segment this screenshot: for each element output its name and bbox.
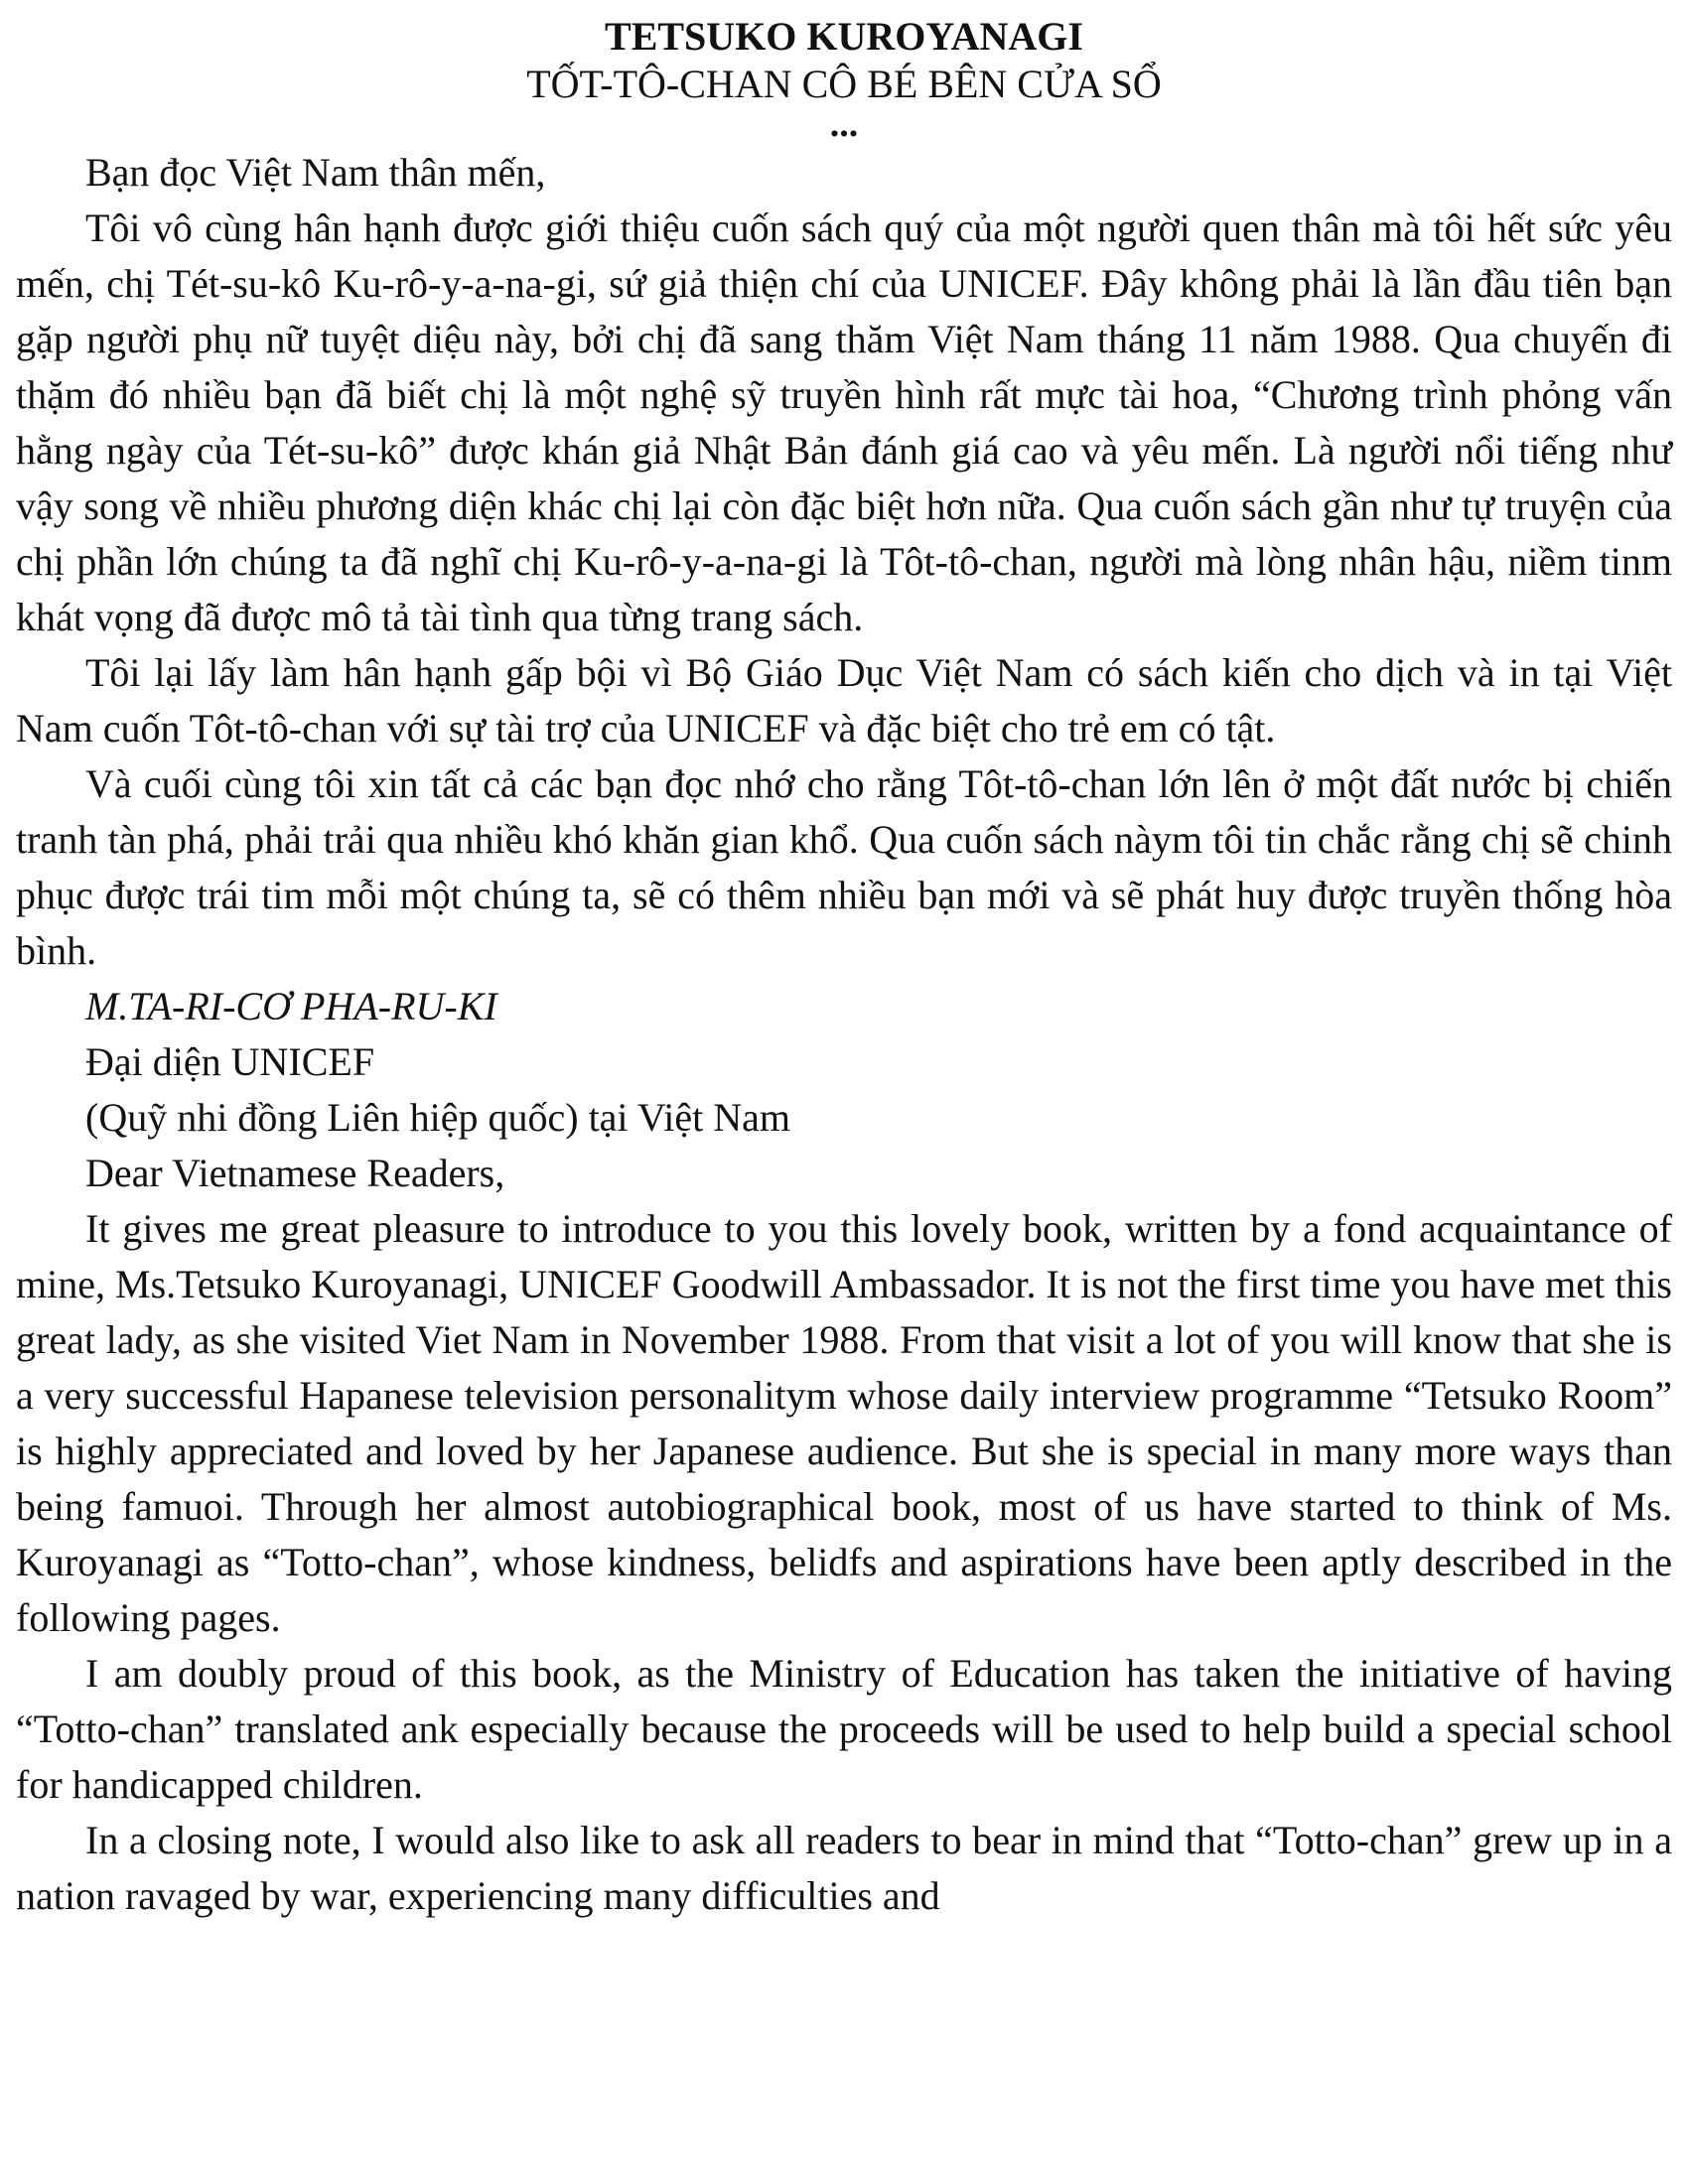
vietnamese-paragraph-2: Tôi lại lấy làm hân hạnh gấp bội vì Bộ Giáo Dục Việt Nam có sách kiến cho dịch và in tại Việt Nam cuốn Tôt-tô-chan với sự tài trợ của UNICEF và đặc biệt cho trẻ em có tật. <box>16 650 1672 751</box>
vietnamese-salutation: Bạn đọc Việt Nam thân mến, <box>85 150 546 195</box>
signature-role: Đại diện UNICEF <box>85 1039 375 1084</box>
english-paragraph-2: I am doubly proud of this book, as the Ministry of Education has taken the initiative of having “Totto-chan” translated ank especially because the proceeds will be used to help build a special school for handicapped children. <box>16 1651 1672 1807</box>
book-title: TỐT-TÔ-CHAN CÔ BÉ BÊN CỬA SỔ <box>526 62 1162 106</box>
author-heading: TETSUKO KUROYANAGI <box>605 14 1083 59</box>
vietnamese-paragraph-1: Tôi vô cùng hân hạnh được giới thiệu cuốn sách quý của một người quen thân mà tôi hết sức yêu mến, chị Tét-su-kô Ku-rô-y-a-na-gi, sứ giả thiện chí của UNICEF. Đây không phải là lần đầu tiên bạn gặp người phụ nữ tuyệt diệu này, bởi chị đã sang thăm Việt Nam tháng 11 năm 1988. Qua chuyến đi thặm đó nhiều bạn đã biết chị là một nghệ sỹ truyền hình rất mực tài hoa, “Chương trình phỏng vấn hằng ngày của Tét-su-kô” được khán giả Nhật Bản đánh giá cao và yêu mến. Là người nổi tiếng như vậy song về nhiều phương diện khác chị lại còn đặc biệt hơn nữa. Qua cuốn sách gần như tự truyện của chị phần lớn chúng ta đã nghĩ chị Ku-rô-y-a-na-gi là Tôt-tô-chan, người mà lòng nhân hậu, niềm tinm khát vọng đã được mô tả tài tình qua từng trang sách. <box>16 205 1672 639</box>
english-salutation: Dear Vietnamese Readers, <box>85 1151 505 1195</box>
document-page <box>16 14 1672 1924</box>
vietnamese-letter <box>16 145 1672 1146</box>
english-paragraph-1: It gives me great pleasure to introduce to you this lovely book, written by a fond acquaintance of mine, Ms.Tetsuko Kuroyanagi, UNICEF Goodwill Ambassador. It is not the first time you have met this great lady, as she visited Viet Nam in November 1988. From that visit a lot of you will know that she is a very successful Hapanese television personalitym whose daily interview programme “Tetsuko Room” is highly appreciated and loved by her Japanese audience. But she is special in many more ways than being famuoi. Through her almost autobiographical book, most of us have started to think of Ms. Kuroyanagi as “Totto-chan”, whose kindness, belidfs and aspirations have been aptly described in the following pages. <box>16 1206 1672 1640</box>
signature-name: M.TA-RI-CƠ PHA-RU-KI <box>85 984 497 1028</box>
ellipsis-separator: ... <box>829 103 859 145</box>
signature-organization: (Quỹ nhi đồng Liên hiệp quốc) tại Việt Nam <box>85 1095 791 1140</box>
vietnamese-paragraph-3: Và cuối cùng tôi xin tất cả các bạn đọc nhớ cho rằng Tôt-tô-chan lớn lên ở một đất nước bị chiến tranh tàn phá, phải trải qua nhiều khó khăn gian khổ. Qua cuốn sách nàym tôi tin chắc rằng chị sẽ chinh phục được trái tim mỗi một chúng ta, sẽ có thêm nhiều bạn mới và sẽ phát huy được truyền thống hòa bình. <box>16 761 1672 973</box>
english-paragraph-3: In a closing note, I would also like to ask all readers to bear in mind that “Totto-chan” grew up in a nation ravaged by war, experiencing many difficulties and <box>16 1818 1672 1918</box>
english-letter <box>16 1146 1672 1924</box>
